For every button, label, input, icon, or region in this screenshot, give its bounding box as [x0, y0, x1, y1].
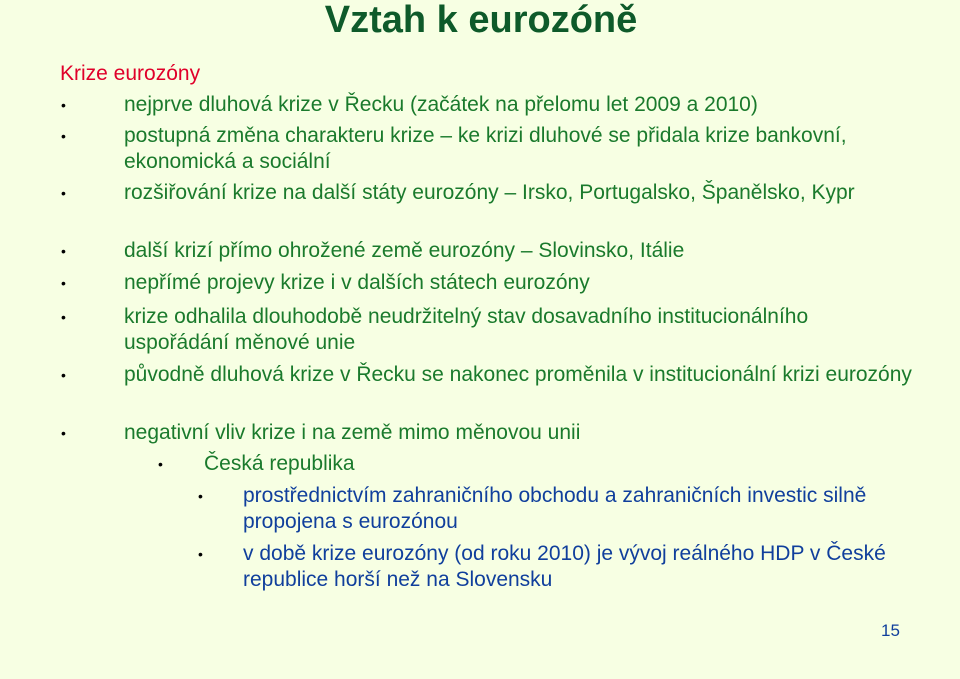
bullet: • [61, 275, 66, 291]
list-item-text: další krizí přímo ohrožené země eurozóny – Slovinsko, Itálie [124, 239, 685, 262]
bullet: • [61, 309, 66, 325]
list-item-text: prostřednictvím zahraničního obchodu a zahraničních investic silně propojena s eurozónou [243, 484, 867, 533]
list-item [61, 270, 914, 296]
page-number: 15 [881, 621, 900, 640]
list-item-text: nejprve dluhová krize v Řecku (začátek na přelomu let 2009 a 2010) [124, 93, 758, 116]
bullet: • [61, 97, 66, 113]
list-item-text: postupná změna charakteru krize – ke krizi dluhové se přidala krize bankovní, ekonomická a sociální [124, 124, 847, 173]
list-item [61, 123, 914, 175]
section-heading: Krize eurozóny [60, 62, 201, 85]
bullet: • [61, 185, 66, 201]
list-item [61, 304, 914, 356]
bullet: • [61, 128, 66, 144]
list-item [198, 483, 923, 535]
list-item [198, 541, 923, 593]
list-item [61, 420, 914, 446]
list-item-text: negativní vliv krize i na země mimo měnovou unii [124, 421, 581, 444]
list-item-text: krize odhalila dlouhodobě neudržitelný stav dosavadního institucionálního uspořádání měnové unie [124, 305, 809, 354]
bullet: • [61, 367, 66, 383]
bullet: • [158, 456, 163, 472]
list-item-text: původně dluhová krize v Řecku se nakonec proměnila v institucionální krizi eurozóny [124, 363, 912, 386]
list-item [61, 362, 914, 388]
bullet: • [61, 425, 66, 441]
list-item-text: v době krize eurozóny (od roku 2010) je vývoj reálného HDP v České republice horší než na Slovensku [243, 542, 886, 591]
list-item-text: nepřímé projevy krize i v dalších státech eurozóny [124, 271, 590, 294]
list-item-text: Česká republika [204, 452, 355, 475]
bullet: • [198, 546, 203, 562]
list-item [61, 92, 914, 118]
slide-title: Vztah k eurozóně [324, 0, 638, 41]
list-item [61, 238, 914, 264]
bullet: • [198, 488, 203, 504]
list-item [158, 451, 904, 477]
list-item-text: rozšiřování krize na další státy eurozóny – Irsko, Portugalsko, Španělsko, Kypr [124, 181, 855, 204]
bullet: • [61, 243, 66, 259]
list-item [61, 180, 914, 206]
